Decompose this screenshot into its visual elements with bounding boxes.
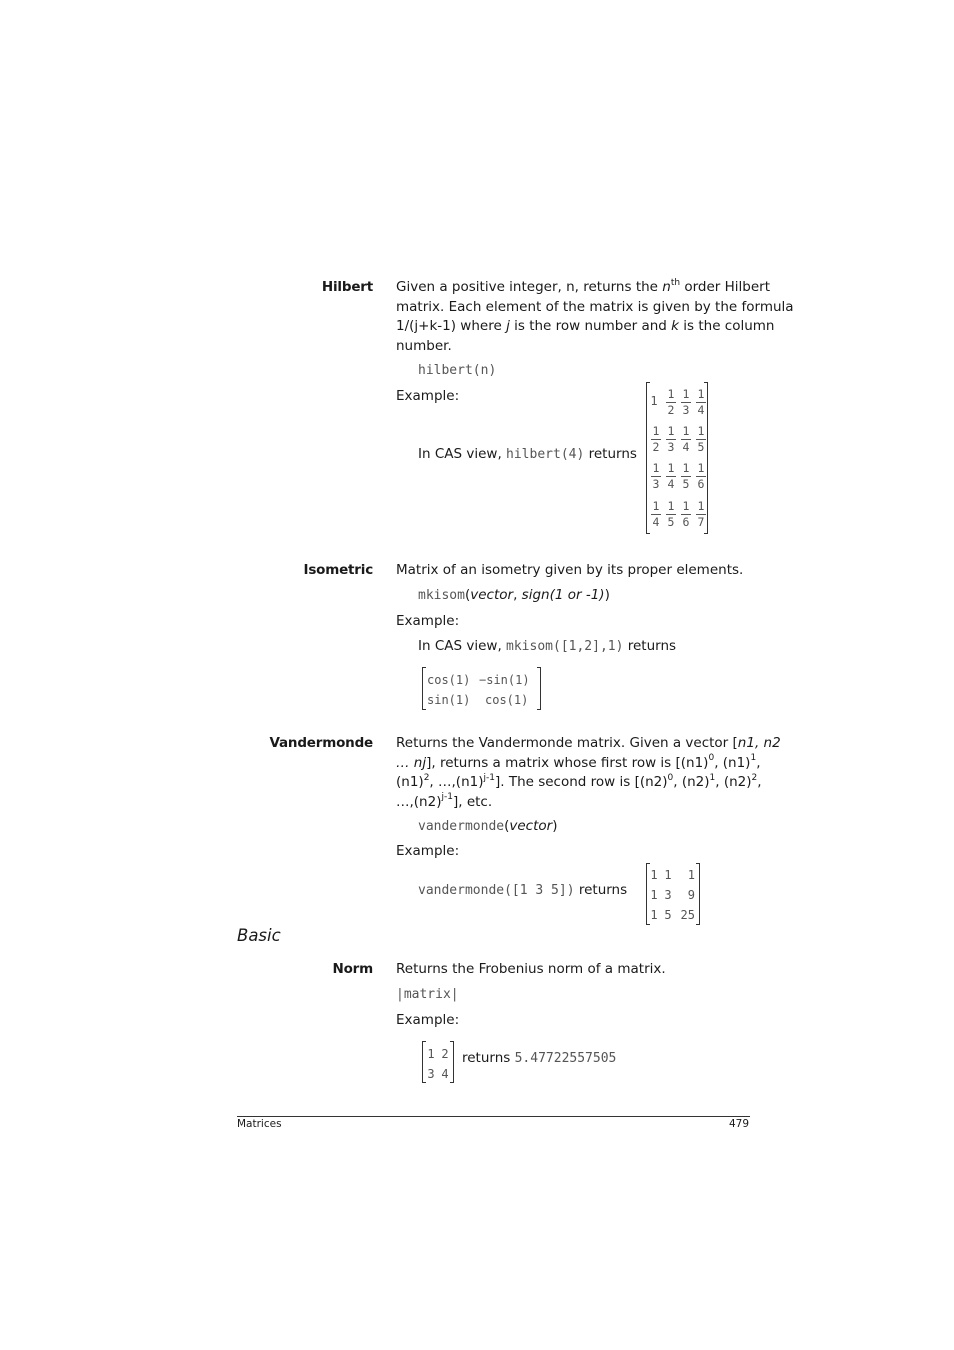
fraction-numerator: 1 [697,461,705,475]
hilbert-fraction [680,388,692,417]
vandermonde-cell: 9 [687,888,695,902]
hilbert-fraction [680,425,692,454]
vandermonde-cell: 3 [664,888,672,902]
vandermonde-cell: 5 [664,908,672,922]
hilbert-fraction [665,388,677,417]
fraction-denominator: 6 [697,477,705,491]
hilbert-fraction [650,462,662,491]
norm-cell: 2 [441,1047,449,1061]
isometric-result-matrix [422,668,541,709]
fraction-denominator: 3 [667,440,675,454]
fraction-numerator: 1 [667,424,675,438]
vandermonde-result-matrix [646,864,700,924]
fraction-denominator: 5 [697,440,705,454]
vandermonde-cell: 1 [650,888,658,902]
term-vandermonde: Vandermonde [269,735,373,751]
hilbert-fraction [695,462,707,491]
norm-cell: 4 [441,1067,449,1081]
fraction-numerator: 1 [682,424,690,438]
term-isometric: Isometric [303,562,373,578]
fraction-numerator: 1 [697,424,705,438]
fraction-numerator: 1 [667,461,675,475]
fraction-denominator: 2 [652,440,660,454]
fraction-denominator: 4 [652,515,660,529]
norm-cell: 3 [427,1067,435,1081]
fraction-denominator: 5 [667,515,675,529]
fraction-denominator: 3 [682,403,690,417]
isometric-cell: sin(1) [427,693,471,707]
vandermonde-cell: 1 [650,908,658,922]
fraction-numerator: 1 [667,499,675,513]
norm-example-result: returns 5.47722557505 [462,1050,617,1066]
hilbert-example-line: In CAS view, hilbert(4) returns [418,446,637,462]
hilbert-fraction [695,388,707,417]
norm-syntax: |matrix| [396,987,459,1002]
hilbert-fraction [665,425,677,454]
vandermonde-example-line: vandermonde([1 3 5]) returns [418,882,628,898]
vandermonde-description: Returns the Vandermonde matrix. Given a vector [n1, n2 … nj], returns a matrix whose first row is [$(n1)^0$, $(n1)^1$, $(n1)^2$, $\dots,(n1)^{j-1}$]. The second row is [$(n2)^0$, $(n2)^1$, $(n2)^2$, $\dots,(n2)^{j-1}$], etc. [396,735,781,810]
vandermonde-cell: 25 [680,908,695,922]
hilbert-cell: 1 [650,394,658,408]
norm-description: Returns the Frobenius norm of a matrix. [396,961,666,977]
vandermonde-example-label: Example: [396,843,460,859]
footer-rule [237,1116,750,1117]
fraction-numerator: 1 [697,499,705,513]
fraction-denominator: 5 [682,477,690,491]
hilbert-result-matrix [646,383,708,533]
hilbert-example-label: Example: [396,388,460,404]
hilbert-fraction [665,500,677,529]
isometric-syntax: mkisom(vector, sign(1 or -1)) [418,587,610,603]
isometric-cell: cos(1) [427,673,471,687]
footer-page-number: 479 [728,1118,749,1130]
fraction-numerator: 1 [667,387,675,401]
hilbert-fraction [680,500,692,529]
fraction-denominator: 3 [652,477,660,491]
fraction-numerator: 1 [682,461,690,475]
fraction-denominator: 4 [667,477,675,491]
hilbert-fraction [680,462,692,491]
footer-chapter: Matrices [237,1118,282,1130]
hilbert-fraction [695,500,707,529]
hilbert-fraction [695,425,707,454]
section-heading-basic: Basic [237,926,281,945]
norm-example-label: Example: [396,1012,460,1028]
fraction-denominator: 2 [667,403,675,417]
fraction-numerator: 1 [652,424,660,438]
fraction-numerator: 1 [652,499,660,513]
norm-input-matrix [422,1042,454,1082]
term-norm: Norm [332,961,373,977]
norm-cell: 1 [427,1047,435,1061]
vandermonde-syntax: vandermonde(vector) [418,818,558,834]
fraction-denominator: 6 [682,515,690,529]
isometric-cell: cos(1) [485,693,529,707]
isometric-description: Matrix of an isometry given by its proper elements. [396,562,744,578]
fraction-numerator: 1 [697,387,705,401]
hilbert-fraction [665,462,677,491]
hilbert-description: Given a positive integer, n, returns the $n^{th}$ order Hilbert matrix. Each element of the matrix is given by the formula 1/(j+k-1) where j is the row number and k is the column number. [396,277,794,354]
fraction-numerator: 1 [682,387,690,401]
fraction-denominator: 4 [682,440,690,454]
fraction-numerator: 1 [652,461,660,475]
fraction-denominator: 4 [697,403,705,417]
hilbert-syntax: hilbert(n) [418,363,497,378]
fraction-denominator: 7 [697,515,705,529]
vandermonde-cell: 1 [664,868,672,882]
isometric-cell: −sin(1) [479,673,530,687]
isometric-example-label: Example: [396,613,460,629]
isometric-example-line: In CAS view, mkisom([1,2],1) returns [418,638,677,654]
vandermonde-cell: 1 [687,868,695,882]
hilbert-fraction [650,425,662,454]
hilbert-fraction [650,500,662,529]
fraction-numerator: 1 [682,499,690,513]
vandermonde-cell: 1 [650,868,658,882]
term-hilbert: Hilbert [321,279,373,295]
